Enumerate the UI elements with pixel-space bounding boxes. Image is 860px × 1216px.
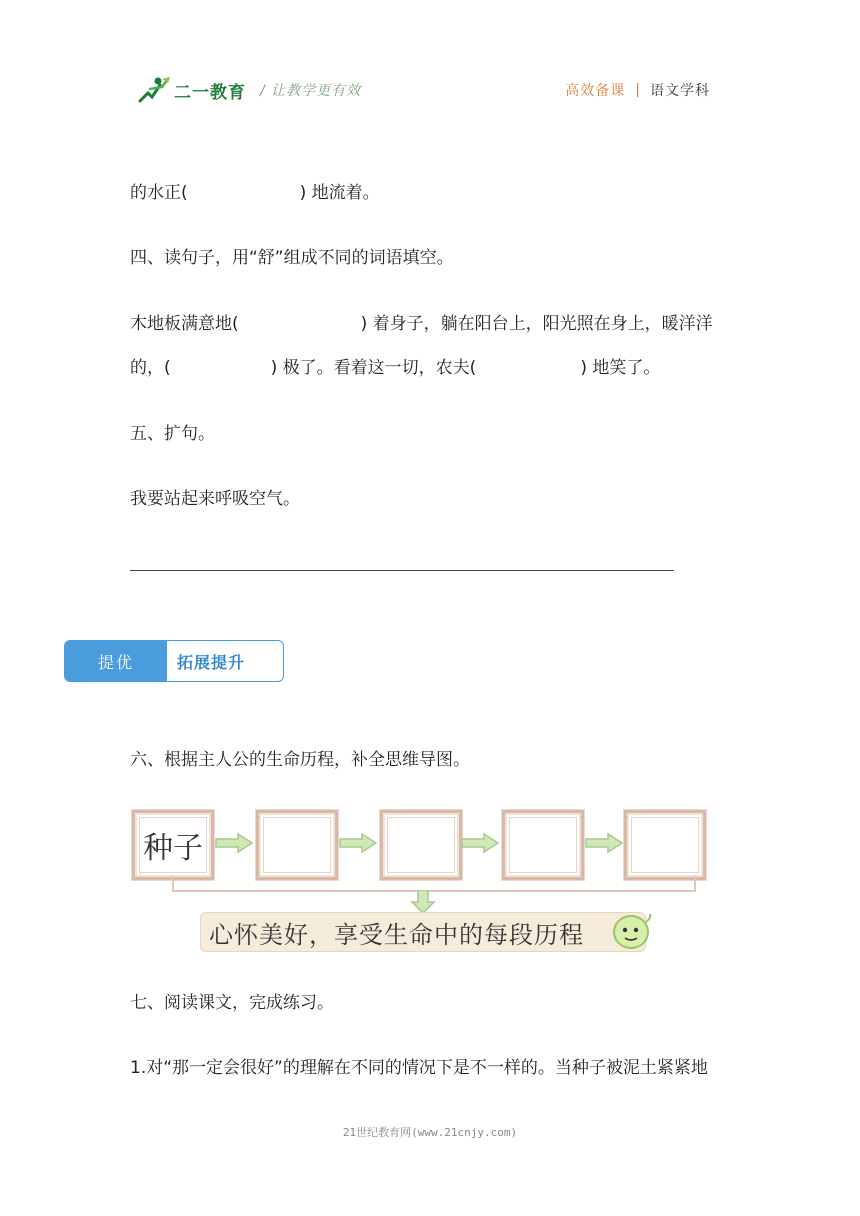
- site-logo: [136, 74, 361, 106]
- text-segment: ) 着身子，躺在阳台上，阳光照在身上，暖洋洋: [360, 314, 713, 334]
- text-line: [130, 183, 380, 203]
- question-7-item-1: 1.对“那一定会很好”的理解在不同的情况下是不一样的。当种子被泥土紧紧地: [130, 1058, 708, 1078]
- section-banner: [64, 640, 284, 682]
- page-footer: 21世纪教育网(www.21cnjy.com): [342, 1126, 518, 1139]
- header-highlight: 高效备课: [565, 83, 626, 99]
- text-segment: ) 地流着。: [299, 183, 380, 203]
- question-5-title: 五、扩句。: [130, 424, 215, 444]
- mindmap-box-empty[interactable]: [256, 810, 338, 880]
- mindmap-box-empty[interactable]: [502, 810, 584, 880]
- answer-line[interactable]: [130, 570, 674, 571]
- logo-slogan: / 让教学更有效: [260, 83, 362, 99]
- header-subject: 语文学科: [650, 83, 710, 99]
- header-right: [565, 80, 710, 100]
- pea-character-icon: [610, 912, 652, 952]
- down-arrow-icon: [410, 890, 436, 914]
- question-4-title: 四、读句子，用“舒”组成不同的词语填空。: [130, 248, 454, 268]
- right-arrow-icon: [584, 832, 624, 854]
- mindmap-summary: [200, 912, 646, 952]
- text-segment: ) 地笑了。: [580, 358, 661, 378]
- text-segment: 木地板满意地(: [130, 314, 239, 334]
- header-separator: |: [635, 82, 640, 98]
- text-line: [130, 358, 660, 378]
- running-figure-icon: [136, 75, 172, 105]
- logo-text: 二一教育: [174, 82, 246, 103]
- question-6-title: 六、根据主人公的生命历程，补全思维导图。: [130, 750, 470, 770]
- right-arrow-icon: [460, 832, 500, 854]
- banner-tag: 提优: [65, 641, 167, 681]
- mindmap-box-empty[interactable]: [380, 810, 462, 880]
- mindmap-seed-label: 种子: [143, 831, 203, 866]
- text-segment: 的水正(: [130, 183, 188, 203]
- question-7-title: 七、阅读课文，完成练习。: [130, 993, 334, 1013]
- mindmap-box-empty[interactable]: [624, 810, 706, 880]
- text-line: [130, 314, 713, 334]
- mindmap-summary-text: 心怀美好，享受生命中的每段历程: [209, 920, 584, 949]
- text-segment: ) 极了。看着这一切，农夫(: [270, 358, 477, 378]
- right-arrow-icon: [214, 832, 254, 854]
- question-5-sentence: 我要站起来呼吸空气。: [130, 489, 300, 509]
- mindmap-box-seed: [132, 810, 214, 880]
- banner-title: 拓展提升: [177, 652, 246, 672]
- right-arrow-icon: [338, 832, 378, 854]
- text-segment: 的，(: [130, 358, 171, 378]
